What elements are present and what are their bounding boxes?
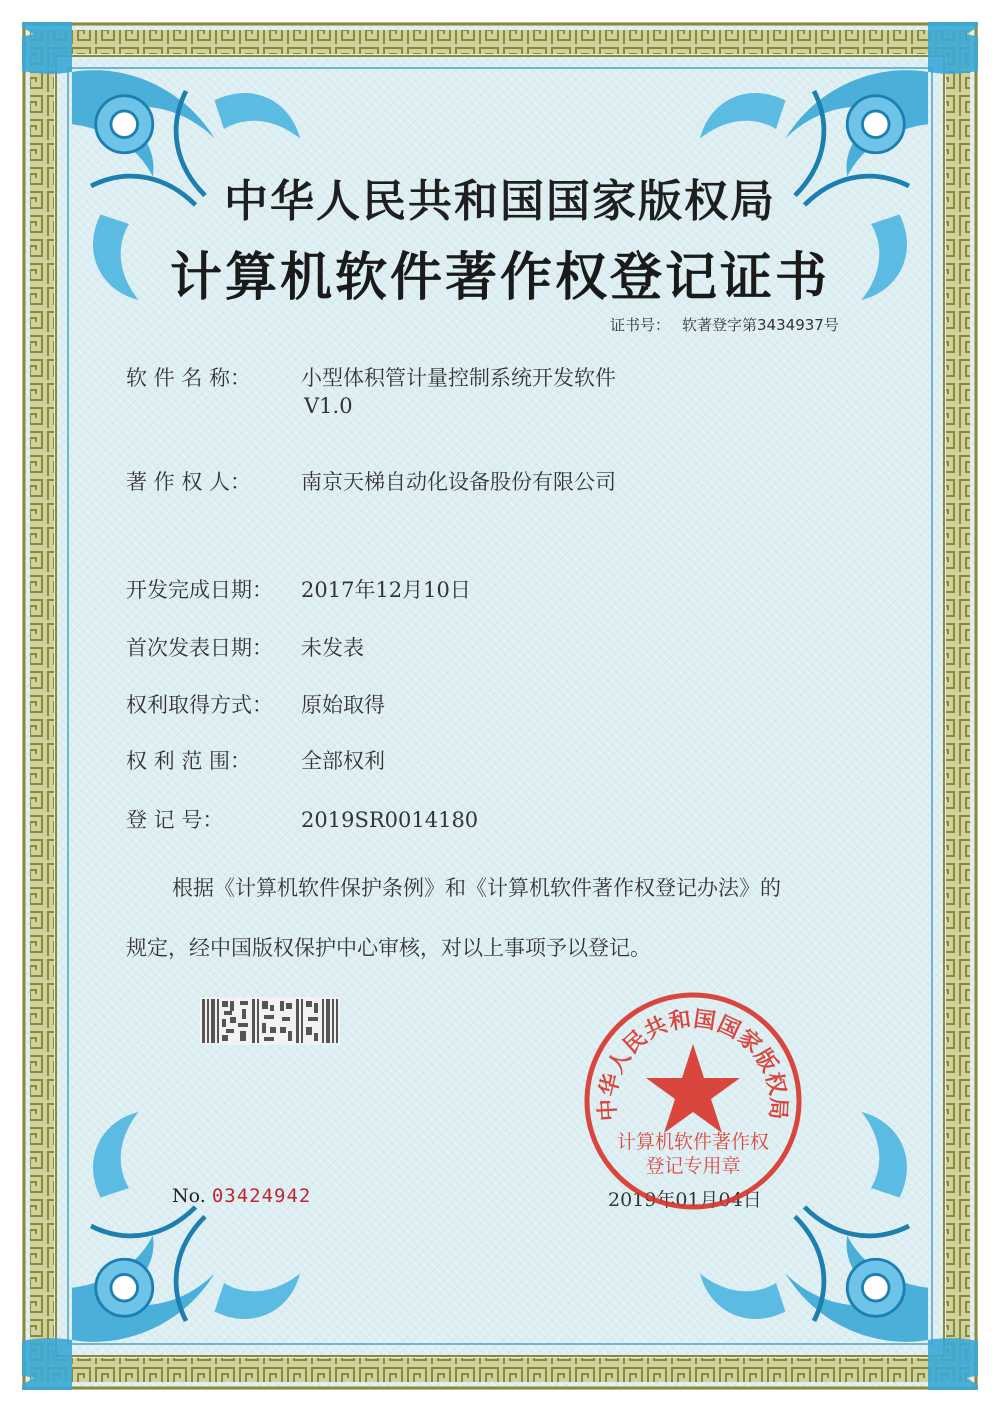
serial-number-value: 03424942 <box>211 1185 312 1207</box>
publication-label: 首次发表日期： <box>126 636 273 660</box>
serial-number <box>172 1185 311 1207</box>
scope-value: 全部权利 <box>301 749 385 773</box>
acquisition-value: 原始取得 <box>301 693 385 717</box>
owner-value: 南京天梯自动化设备股份有限公司 <box>301 470 616 494</box>
authority-title: 中华人民共和国国家版权局 <box>224 176 776 227</box>
scope-label: 权 利 范 围： <box>126 749 252 773</box>
certificate-number-value: 软著登字第3434937号 <box>682 316 839 334</box>
issue-date: 2019年01月04日 <box>608 1189 762 1211</box>
software-name-row <box>126 362 616 392</box>
scope-row <box>126 745 385 775</box>
publication-value: 未发表 <box>301 636 364 660</box>
statement-line-1: 根据《计算机软件保护条例》和《计算机软件著作权登记办法》的 <box>172 876 781 900</box>
owner-row <box>126 466 616 496</box>
statement-line-2: 规定，经中国版权保护中心审核，对以上事项予以登记。 <box>126 936 651 960</box>
registration-label: 登 记 号： <box>126 808 224 832</box>
completion-date-row <box>126 574 471 604</box>
certificate-title: 计算机软件著作权登记证书 <box>169 248 830 308</box>
acquisition-row <box>126 689 385 719</box>
software-name-label: 软 件 名 称： <box>126 366 252 390</box>
official-seal-icon <box>578 986 808 1216</box>
acquisition-label: 权利取得方式： <box>126 693 273 717</box>
serial-number-label: No. <box>172 1185 206 1207</box>
svg-text:计算机软件著作权: 计算机软件著作权 <box>616 1131 770 1153</box>
software-name-value: 小型体积管计量控制系统开发软件 <box>301 366 616 390</box>
registration-number: 2019SR0014180 <box>301 808 479 832</box>
publication-row <box>126 632 364 662</box>
svg-text:中华人民共和国国家版权局: 中华人民共和国国家版权局 <box>595 1006 791 1122</box>
completion-date-label: 开发完成日期： <box>126 578 273 602</box>
certificate-number-label: 证书号： <box>610 316 671 334</box>
certificate-number <box>610 314 851 335</box>
barcode-icon <box>200 997 340 1045</box>
completion-date-value: 2017年12月10日 <box>301 578 471 602</box>
svg-text:登记专用章: 登记专用章 <box>645 1155 741 1177</box>
owner-label: 著 作 权 人： <box>126 470 252 494</box>
software-version: V1.0 <box>304 394 353 418</box>
registration-row <box>126 804 478 834</box>
